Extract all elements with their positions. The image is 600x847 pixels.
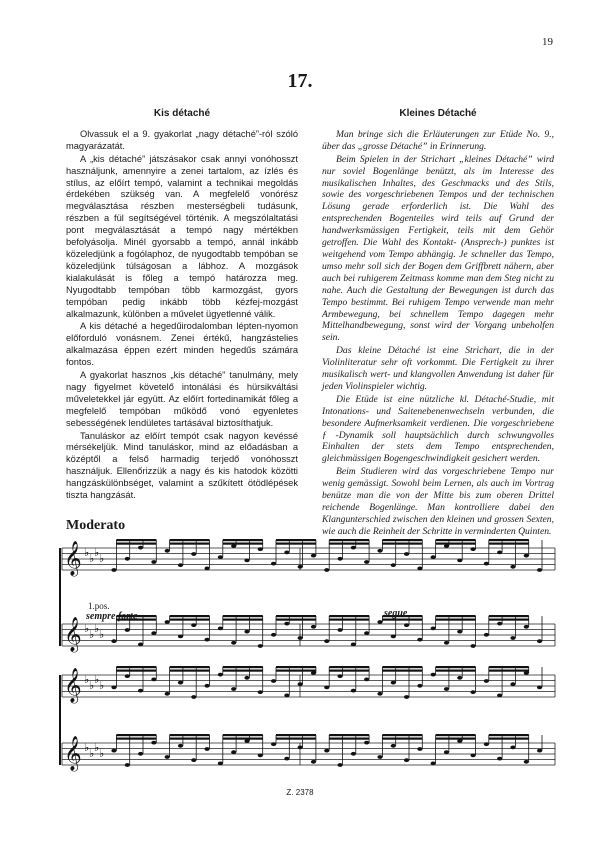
note-head (338, 674, 343, 678)
note-head (165, 755, 170, 759)
note-head (298, 565, 303, 569)
treble-clef-icon: 𝄞 (64, 668, 82, 703)
footer-code: Z. 2378 (286, 788, 314, 797)
note-head (298, 636, 303, 640)
beam (436, 543, 476, 545)
note-head (151, 631, 156, 635)
beam (116, 543, 156, 545)
note-head (524, 760, 529, 764)
note-head (351, 689, 356, 693)
note-head (298, 746, 303, 750)
tempo-marking: Moderato (66, 518, 126, 533)
beam (276, 666, 316, 668)
note-head (471, 754, 476, 758)
note-head (191, 758, 196, 762)
note-head (111, 686, 116, 690)
beam (489, 666, 529, 668)
beam (489, 543, 529, 545)
flat-icon: ♭ (94, 741, 100, 754)
note-head (431, 627, 436, 631)
beam (436, 539, 476, 541)
note-head (205, 684, 210, 688)
note-head (311, 554, 316, 558)
note-head (284, 757, 289, 761)
hungarian-paragraph: A gyakorlat hasznos „kis détaché” tanulmány, mely nagy figyelmet követelő intonálási és hürsikváltási műveletekkel jár együtt. Az előírt fortedinamikát főleg a megfelelő tempóban működő vonó egyenletes sebességének lendületes tartásával biztosíthatjuk. (66, 370, 298, 428)
note-head (218, 555, 223, 559)
beam (276, 615, 316, 617)
beam (436, 734, 476, 736)
note-head (537, 686, 542, 690)
beam (489, 619, 529, 621)
note-head (457, 630, 462, 634)
treble-clef-icon: 𝄞 (64, 736, 82, 771)
note-head (510, 565, 515, 569)
beam (170, 539, 210, 541)
note-head (244, 676, 249, 680)
note-head (111, 749, 116, 753)
flat-icon: ♭ (84, 673, 90, 686)
german-paragraph: Die Etüde ist eine nützliche kl. Détaché-Studie, mit Intonations- und Saitenebenenwechseln verbunden, die besondere Aufmerksamkeit verdienen. Die vorgeschriebene ƒ -Dynamik soll hauptsächlich durch schwungvolles Einhalten der stets dem Tempo entsprechenden, gleichmässigen Bogengeschwindigkeit gesichert werden. (322, 393, 554, 465)
note-head (338, 557, 343, 561)
note-head (125, 674, 130, 678)
beam (170, 738, 210, 740)
beam (116, 670, 156, 672)
beam (116, 666, 156, 668)
note-head (391, 563, 396, 567)
beam (489, 738, 529, 740)
note-head (417, 567, 422, 571)
note-head (444, 687, 449, 691)
note-head (111, 639, 116, 643)
note-head (165, 549, 170, 553)
flat-icon: ♭ (89, 679, 95, 692)
note-head (311, 760, 316, 764)
clef-symbols (64, 541, 104, 772)
note-head (404, 623, 409, 627)
note-head (484, 562, 489, 566)
note-head (271, 633, 276, 637)
note-head (391, 681, 396, 685)
note-head (111, 568, 116, 572)
beam (489, 670, 529, 672)
note-head (271, 742, 276, 746)
flat-icon: ♭ (94, 622, 100, 635)
beam (329, 543, 369, 545)
note-head (417, 684, 422, 688)
note-head (125, 628, 130, 632)
beam (329, 539, 369, 541)
note-head (244, 630, 249, 634)
beam (170, 734, 210, 736)
beam (223, 666, 263, 668)
flat-icon: ♭ (84, 741, 90, 754)
note-head (231, 750, 236, 754)
note-head (457, 559, 462, 563)
beam (436, 619, 476, 621)
note-head (391, 635, 396, 639)
flat-icon: ♭ (94, 546, 100, 559)
note-head (431, 555, 436, 559)
beam (436, 615, 476, 617)
note-head (138, 643, 143, 647)
note-head (178, 635, 183, 639)
staff-lines (60, 548, 555, 765)
beam (382, 666, 422, 668)
segue-marking: segue (384, 608, 408, 619)
note-head (364, 741, 369, 745)
note-head (471, 547, 476, 551)
note-head (484, 679, 489, 683)
note-head (151, 741, 156, 745)
beam (170, 615, 210, 617)
note-head (484, 742, 489, 746)
note-head (431, 762, 436, 766)
note-head (271, 679, 276, 683)
beam (329, 615, 369, 617)
note-head (497, 622, 502, 626)
note-head (311, 625, 316, 629)
note-head (258, 644, 263, 648)
note-head (417, 747, 422, 751)
treble-clef-icon: 𝄞 (64, 617, 82, 652)
note-head (191, 695, 196, 699)
note-head (497, 757, 502, 761)
beam (170, 666, 210, 668)
note-head (125, 763, 130, 767)
note-head (324, 639, 329, 643)
hungarian-paragraph: Olvassuk el a 9. gyakorlat „nagy détaché”-ról szóló magyarázatát. (66, 128, 298, 151)
note-head (364, 678, 369, 682)
beam (170, 543, 210, 545)
hungarian-paragraph: A kis détaché a hegedűirodalomban lépten-nyomon előforduló vonásnem. Zenei értékű, hangzástelies alkalmazása éppen ezért minden hegedűs számára fontos. (66, 321, 298, 368)
dynamic-marking: sempre forte (86, 611, 138, 622)
note-head (377, 755, 382, 759)
note-head (404, 758, 409, 762)
beam (276, 738, 316, 740)
note-head (271, 562, 276, 566)
note-head (324, 686, 329, 690)
hungarian-paragraph: Tanuláskor az előírt tempót csak nagyon kevéssé mérsékeljük. Mind tanuláskor, mind az előadásban a középtől a felső harmadig terjedő vonóhosszt használjuk. Ellenőrizzük a nagy és kis hatodok közötti hangzáskülönbséget, valamint a szűkített ötödlépések tiszta hangzását. (66, 430, 298, 501)
beam (436, 670, 476, 672)
note-head (351, 643, 356, 647)
beam (329, 738, 369, 740)
note-head (377, 620, 382, 624)
german-title: Kleines Détaché (399, 108, 477, 119)
beam (223, 619, 263, 621)
beam (116, 738, 156, 740)
note-head (178, 563, 183, 567)
note-head (351, 546, 356, 550)
note-head (138, 546, 143, 550)
beam (489, 539, 529, 541)
piece-number: 17. (287, 70, 313, 92)
note-head (151, 560, 156, 564)
german-paragraph: Beim Studieren wird das vorgeschriebene Tempo nur wenig gemässigt. Sowohl beim Lernen, als auch im Vortrag benütze man die von der Mitte bis zum oberen Drittel reichende Bogenlänge. Man kontrolliere dabei den Klangunterschied zwischen den kleinen und grossen Sexten, wie auch die Reinheit der Schritte in verminderten Quinten. (322, 466, 554, 537)
note-head (284, 551, 289, 555)
beam (489, 734, 529, 736)
note-head (497, 694, 502, 698)
note-head (258, 754, 263, 758)
note-head (537, 639, 542, 643)
note-head (258, 690, 263, 694)
note-head (364, 560, 369, 564)
beam (170, 670, 210, 672)
note-head (404, 695, 409, 699)
beam (223, 539, 263, 541)
flat-icon: ♭ (89, 628, 95, 641)
flat-icon: ♭ (99, 628, 105, 641)
note-head (431, 673, 436, 677)
note-head (284, 694, 289, 698)
note-head (351, 752, 356, 756)
beam (382, 734, 422, 736)
note-head (417, 638, 422, 642)
german-paragraph: Das kleine Détaché ist eine Strichart, die in der Violinliteratur sehr oft vorkommt. Die Fertigkeit zu ihrer musikalisch wert- und klangvollen Anwendung ist daher für jeden Violinspieler wichtig. (322, 345, 554, 392)
flat-icon: ♭ (99, 747, 105, 760)
note-head (125, 557, 130, 561)
note-head (324, 749, 329, 753)
note-head (484, 633, 489, 637)
note-head (338, 763, 343, 767)
beam (276, 734, 316, 736)
note-head (231, 687, 236, 691)
note-head (218, 762, 223, 766)
flat-icon: ♭ (84, 622, 90, 635)
note-head (231, 641, 236, 645)
hungarian-paragraph: A „kis détaché” játszásakor csak annyi vonóhosszt használjunk, amennyire a zenei tartalom, az ízlés és stílus, az előírt tempó, valamint a technikai megoldás érdekében szükség van. A megfelelő vonórész megválasztása részben mesterségbeli tudásunk, részben a fül segítségével történik. A megszólaltatási pont megválasztását a tempó nagy mértékben befolyásolja. Minél gyorsabb a tempó, annál inkább közeledjünk a fogólaphoz, de nyugodtabb tempóban se közeledjünk túlságosan a lábhoz. A mozgások kialakulását is főleg a tempó határozza meg. Nyugodtabb tempóban több karmozgást, gyors tempóban pedig inkább több kézfej-mozgást alkalmazunk, különben a művelet ügyetlenné válik. (66, 153, 298, 319)
note-head (218, 673, 223, 677)
flat-icon: ♭ (84, 546, 90, 559)
note-head (537, 749, 542, 753)
german-paragraph: Beim Spielen in der Strichart „kleines Détaché” wird nur soviel Bogenlänge benützt, als im Interesse des musikalischen Inhaltes, des Geschmacks und des Stils, sowie des vorgeschriebenen Tempos und der technischen Lösung gerade erforderlich ist. Die Wahl des entsprechenden Bogenteiles wird teils auf Grund der handwerksmässigen Fertigkeit, teils mit dem Gehör getroffen. Die Wahl des Kontakt- (Ansprech-) punktes ist weitgehend vom Tempo abhängig. Je schneller das Tempo, umso mehr soll sich der Bogen dem Griffbrett nähern, aber auch bei ruhigerem Zeitmass komme man dem Steg nicht zu nahe. Auch die Gestaltung der Bewegungen ist durch das Tempo bestimmt. Bei ruhigem Tempo verwende man mehr Armbewegung, bei schnellem Tempo dagegen mehr Mittelhandbewegung, sonst wird der Vorgang unbeholfen sein. (322, 153, 554, 344)
note-head (244, 559, 249, 563)
note-head (165, 620, 170, 624)
german-paragraph: Man bringe sich die Erläuterungen zur Etüde No. 9., über das „grosse Détaché” in Erinnerung. (322, 128, 554, 152)
flat-icon: ♭ (94, 673, 100, 686)
note-head (178, 681, 183, 685)
flat-icon: ♭ (89, 552, 95, 565)
page-number: 19 (542, 36, 553, 48)
beam (223, 615, 263, 617)
note-head (324, 568, 329, 572)
beam (329, 666, 369, 668)
beam (276, 670, 316, 672)
note-head (165, 692, 170, 696)
note-head (191, 552, 196, 556)
beam (382, 539, 422, 541)
position-mark: 1.pos. (88, 601, 110, 611)
beam (276, 539, 316, 541)
beam (489, 615, 529, 617)
note-head (471, 690, 476, 694)
flat-icon: ♭ (89, 747, 95, 760)
beam (223, 738, 263, 740)
note-head (284, 622, 289, 626)
hungarian-title: Kis détaché (153, 108, 211, 119)
beam (436, 738, 476, 740)
flat-icon: ♭ (99, 552, 105, 565)
note-head (510, 682, 515, 686)
beam (170, 619, 210, 621)
note-head (510, 636, 515, 640)
beam (223, 543, 263, 545)
note-head (205, 567, 210, 571)
note-head (338, 628, 343, 632)
beam (329, 619, 369, 621)
note-head (364, 631, 369, 635)
note-head (151, 678, 156, 682)
note-head (178, 744, 183, 748)
treble-clef-icon: 𝄞 (64, 541, 82, 576)
beam (116, 734, 156, 736)
beam (436, 666, 476, 668)
beam (382, 738, 422, 740)
note-head (404, 552, 409, 556)
beam (223, 670, 263, 672)
beam (329, 670, 369, 672)
note-heads (111, 539, 542, 767)
flat-icon: ♭ (99, 679, 105, 692)
note-head (205, 747, 210, 751)
note-head (391, 744, 396, 748)
beam (382, 670, 422, 672)
note-head (444, 750, 449, 754)
note-head (377, 549, 382, 553)
note-head (258, 547, 263, 551)
note-head (537, 568, 542, 572)
beam (276, 619, 316, 621)
note-head (298, 682, 303, 686)
note-head (510, 746, 515, 750)
note-head (497, 551, 502, 555)
note-head (218, 627, 223, 631)
note-head (471, 644, 476, 648)
note-head (205, 638, 210, 642)
note-head (138, 752, 143, 756)
note-head (191, 623, 196, 627)
beam (329, 734, 369, 736)
note-head (377, 692, 382, 696)
beam (223, 734, 263, 736)
note-head (524, 625, 529, 629)
beam (116, 539, 156, 541)
note-head (444, 641, 449, 645)
note-head (524, 554, 529, 558)
note-head (138, 689, 143, 693)
beam (382, 543, 422, 545)
note-head (457, 676, 462, 680)
beam (276, 543, 316, 545)
